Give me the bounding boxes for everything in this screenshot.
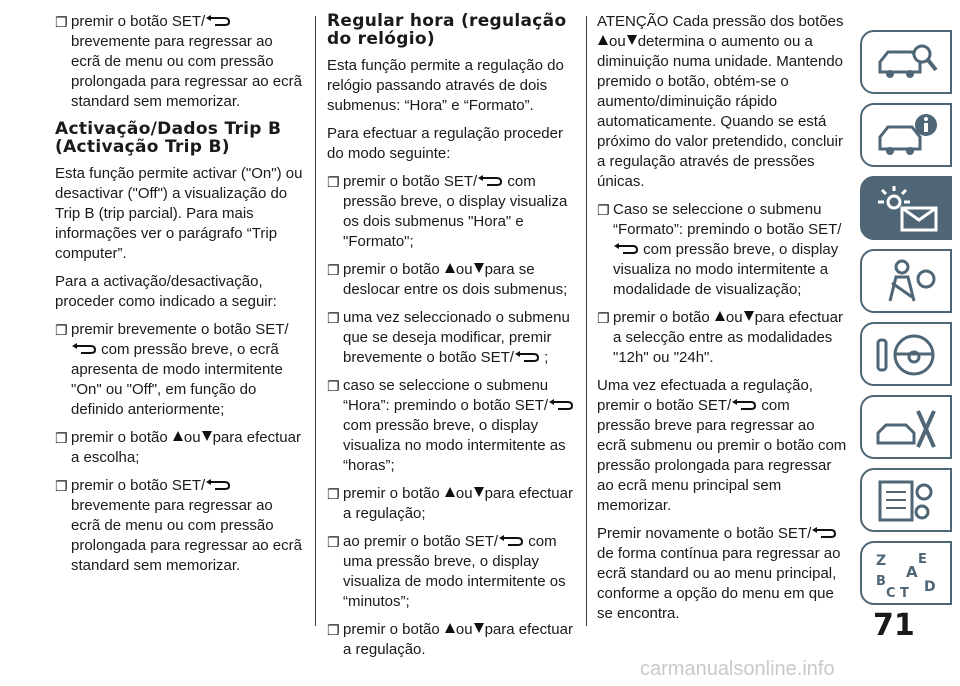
bullet-mark: ❐ [327,486,340,503]
down-triangle-icon [473,484,485,504]
paragraph: Premir novamente o botão SET/ de forma contínua para regressar ao ecrã standard ou ao menu principal, conforme a opção do menu em que se encontra. [597,525,841,623]
bullet-item: ❐ premir o botão SET/ brevemente para regressar ao ecrã de menu ou com pressão prolongada para regressar ao ecrã standard sem memorizar. [55,13,302,111]
bullet-mark: ❐ [327,534,340,551]
tab-warning-lights[interactable] [860,176,952,240]
down-triangle-icon [201,428,213,448]
tab-emergency[interactable] [860,395,952,459]
return-arrow-icon [548,396,574,416]
bullet-item: ❐ ao premir o botão SET/ com uma pressão breve, o display visualiza de modo intermitente os “minutos”; [327,533,566,611]
up-triangle-icon [444,260,456,280]
bullet-item: ❐ premir o botão ou para efectuar a escolha; [55,429,301,467]
bullet-item: ❐ caso se seleccione o submenu “Hora”: premindo o botão SET/ com pressão breve, o display visualiza no modo intermitente as “horas”; [327,376,577,476]
seat-airbag-icon [872,257,942,307]
document-settings-icon [872,476,942,526]
up-triangle-icon [444,484,456,504]
column-divider [586,16,587,626]
bullet-mark: ❐ [597,310,610,327]
column-2 [327,12,577,668]
tab-index[interactable] [860,541,952,605]
bullet-mark: ❐ [597,202,610,219]
bullet-item: ❐ premir o botão ou para efectuar a selecção entre as modalidades "12h" ou "24h". [597,309,843,367]
column-3 [597,12,847,632]
up-triangle-icon [172,428,184,448]
column-divider [315,16,316,626]
car-search-icon [872,38,942,88]
index-letter: E [918,552,927,567]
bullet-mark: ❐ [327,310,340,327]
return-arrow-icon [498,532,524,552]
bullet-item: ❐ premir brevemente o botão SET/ com pressão breve, o ecrã apresenta de modo intermitente "On" ou "Off", em função do definido anteriormente; [55,321,289,419]
bullet-mark: ❐ [55,14,68,30]
tab-starting-driving[interactable] [860,322,952,386]
bullet-mark: ❐ [327,174,340,190]
bullet-item: ❐ premir o botão ou para se deslocar entre os dois submenus; [327,261,568,299]
bullet-mark: ❐ [327,622,340,639]
bullet-mark: ❐ [55,430,68,447]
down-triangle-icon [473,620,485,640]
up-triangle-icon [714,308,726,328]
tab-instruments[interactable] [860,103,952,167]
index-letter: A [906,563,918,581]
bullet-mark: ❐ [327,378,340,395]
return-arrow-icon [613,240,639,260]
return-arrow-icon [205,12,231,32]
down-triangle-icon [473,260,485,280]
bullet-item: ❐ premir o botão ou para efectuar a regulação; [327,485,573,523]
paragraph-attention: ATENÇÃO Cada pressão dos botões ou determina o aumento ou a diminuição numa unidade. Mantendo premido o botão, obtém-se o aumento/diminuição rápido automaticamente. Quando se está próximo do valor pretendido, concluir a regulação através de pressões únicas. [597,13,844,191]
tab-maintenance[interactable] [860,468,952,532]
bullet-mark: ❐ [55,322,68,339]
down-triangle-icon [743,308,755,328]
tab-car-knowledge[interactable] [860,30,952,94]
return-arrow-icon [71,340,97,360]
index-letter: Z [876,553,887,569]
return-arrow-icon [811,524,837,544]
paragraph: Esta função permite a regulação do relógio passando através de dois submenus: “Hora” e “Formato”. [327,57,564,114]
return-arrow-icon [514,348,540,368]
up-triangle-icon [444,620,456,640]
paragraph: Uma vez efectuada a regulação, premir o botão SET/ com pressão breve para regressar ao ecrã submenu ou premir o botão com pressão prolongada para regressar ao ecrã menu principal sem memorizar. [597,377,847,515]
bullet-item: ❐ premir o botão SET/ com pressão breve, o display visualiza os dois submenus "Hora" e "Formato"; [327,173,568,251]
index-letter: D [924,579,936,595]
index-letter: B [876,574,886,589]
return-arrow-icon [731,396,757,416]
return-arrow-icon [205,476,231,496]
down-triangle-icon [626,32,638,52]
index-letter: T [900,586,909,599]
car-tools-icon [872,403,942,453]
index-letter: C [886,586,896,599]
car-info-icon [872,111,942,161]
page-number: 71 [873,608,915,643]
bullet-item: ❐ premir o botão ou para efectuar a regulação. [327,621,573,659]
paragraph: Esta função permite activar ("On") ou desactivar ("Off") a visualização do Trip B (trip parcial). Para mais informações ver o parágrafo “Trip computer”. [55,165,303,263]
footer-watermark: carmanualsonline.info [640,658,835,680]
tab-safety[interactable] [860,249,952,313]
alphabetical-index-icon [872,549,942,599]
paragraph: Para efectuar a regulação proceder do modo seguinte: [327,125,563,162]
paragraph: Para a activação/desactivação, proceder como indicado a seguir: [55,273,277,311]
section-heading-clock: Regular hora (regulação do relógio) [327,11,567,49]
bullet-mark: ❐ [55,478,68,495]
section-heading-trip-b: Activação/Dados Trip B (Activação Trip B) [55,119,282,158]
up-triangle-icon [597,32,609,52]
bullet-item: ❐ premir o botão SET/ brevemente para regressar ao ecrã de menu ou com pressão prolongada para regressar ao ecrã standard sem memorizar. [55,477,302,575]
steering-wheel-key-icon [872,330,942,380]
bullet-mark: ❐ [327,262,340,279]
column-1 [55,12,305,584]
bullet-item: ❐ Caso se seleccione o submenu “Formato”: premindo o botão SET/ com pressão breve, o display visualiza no modo intermitente a modalidade de visualização; [597,201,842,299]
return-arrow-icon [477,172,503,192]
bullet-item: ❐ uma vez seleccionado o submenu que se deseja modificar, premir brevemente o botão SET/ ; [327,308,577,368]
warning-light-message-icon [872,184,942,234]
chapter-tabs [860,30,952,614]
